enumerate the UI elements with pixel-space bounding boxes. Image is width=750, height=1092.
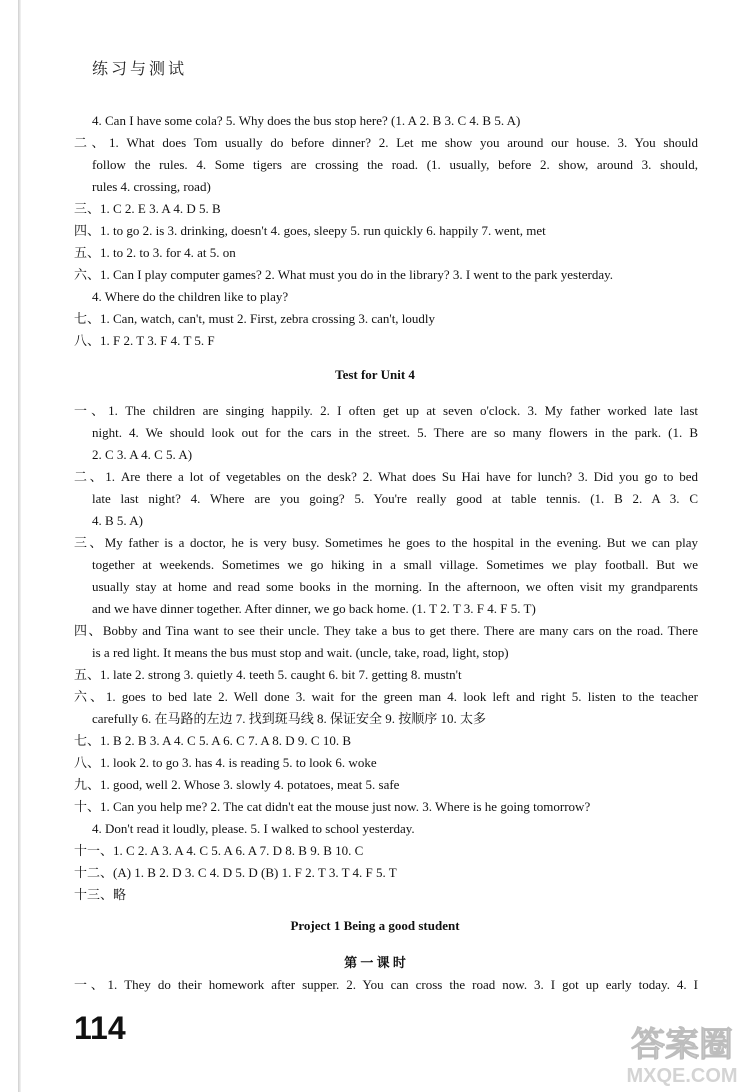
answer-line: night. 4. We should look out for the cars in the street. 5. There are so many flowers in the park. (1. B: [92, 425, 698, 440]
project-title: Project 1 Being a good student: [290, 918, 460, 933]
answer-line: follow the rules. 4. Some tigers are crossing the road. (1. usually, before 2. show, around 3. should,: [92, 157, 698, 172]
section-title: Test for Unit 4: [335, 367, 415, 382]
answer-line: 十、1. Can you help me? 2. The cat didn't eat the mouse just now. 3. Where is he going tomorrow?: [74, 799, 591, 814]
answer-line: 二、1. What does Tom usually do before dinner? 2. Let me show you around our house. 3. You should: [74, 135, 698, 150]
answer-line: 4. Can I have some cola? 5. Why does the bus stop here? (1. A 2. B 3. C 4. B 5. A): [92, 113, 521, 128]
answer-line: 八、1. F 2. T 3. F 4. T 5. F: [74, 333, 215, 348]
answer-line: usually stay at home and read some books in the morning. In the afternoon, we often visit my grandparents: [92, 579, 698, 594]
watermark-logo: [618, 1018, 746, 1088]
answer-line: 4. Where do the children like to play?: [92, 289, 289, 304]
answer-line: is a red light. It means the bus must stop and wait. (uncle, take, road, light, stop): [92, 645, 509, 660]
answer-line: late last night? 4. Where are you going? 5. You're really good at table tennis. (1. B 2. A 3. C: [92, 491, 698, 506]
answer-line: 2. C 3. A 4. C 5. A): [92, 447, 193, 462]
answer-line: 十二、(A) 1. B 2. D 3. C 4. D 5. D (B) 1. F 2. T 3. T 4. F 5. T: [74, 865, 397, 880]
lesson-title: 第 一 课 时: [344, 955, 406, 970]
answer-line: 4. B 5. A): [92, 513, 143, 528]
answer-line: 三、My father is a doctor, he is very busy. Sometimes he goes to the hospital in the evening. But we can play: [74, 535, 698, 550]
answer-line: 七、1. Can, watch, can't, must 2. First, zebra crossing 3. can't, loudly: [74, 311, 436, 326]
answer-line: and we have dinner together. After dinner, we go back home. (1. T 2. T 3. F 4. F 5. T): [92, 601, 536, 616]
answer-line: together at weekends. Sometimes we go hiking in a small village. Sometimes we play football. But we: [92, 557, 698, 572]
answer-line: 六、1. goes to bed late 2. Well done 3. wait for the green man 4. look left and right 5. listen to the teacher: [74, 689, 698, 704]
answer-line: 五、1. late 2. strong 3. quietly 4. teeth 5. caught 6. bit 7. getting 8. mustn't: [74, 667, 462, 682]
answer-line: 九、1. good, well 2. Whose 3. slowly 4. potatoes, meat 5. safe: [74, 777, 400, 792]
answer-line: 十三、略: [74, 887, 127, 902]
running-header: 练习与测试: [92, 59, 188, 78]
answer-line: 五、1. to 2. to 3. for 4. at 5. on: [74, 245, 236, 260]
watermark-bottom-text: MXQE.COM: [626, 1065, 738, 1087]
answer-line: 一、1. The children are singing happily. 2. I often get up at seven o'clock. 3. My father worked late last: [74, 403, 698, 418]
answer-line: 四、Bobby and Tina want to see their uncle. They take a bus to get there. There are many cars on the road. There: [74, 623, 698, 638]
answer-line: 十一、1. C 2. A 3. A 4. C 5. A 6. A 7. D 8. B 9. B 10. C: [74, 843, 364, 858]
answer-line: 四、1. to go 2. is 3. drinking, doesn't 4. goes, sleepy 5. run quickly 6. happily 7. went, met: [74, 223, 546, 238]
answer-line: rules 4. crossing, road): [92, 179, 211, 194]
answer-line: 八、1. look 2. to go 3. has 4. is reading 5. to look 6. woke: [74, 755, 377, 770]
answer-line: 4. Don't read it loudly, please. 5. I walked to school yesterday.: [92, 821, 415, 836]
answer-line: 一、1. They do their homework after supper. 2. You can cross the road now. 3. I got up early today. 4. I: [74, 977, 698, 992]
answer-line: 七、1. B 2. B 3. A 4. C 5. A 6. C 7. A 8. D 9. C 10. B: [74, 733, 352, 748]
watermark-top-text: 答案圈: [631, 1025, 733, 1065]
answer-line: carefully 6. 在马路的左边 7. 找到斑马线 8. 保证安全 9. 按顺序 10. 太多: [92, 711, 486, 726]
answer-line: 二、1. Are there a lot of vegetables on the desk? 2. What does Su Hai have for lunch? 3. Did you go to bed: [74, 469, 698, 484]
answer-line: 六、1. Can I play computer games? 2. What must you do in the library? 3. I went to the park yesterday.: [74, 267, 613, 282]
answer-line: 三、1. C 2. E 3. A 4. D 5. B: [74, 201, 221, 216]
page-number: 114: [74, 1010, 126, 1046]
